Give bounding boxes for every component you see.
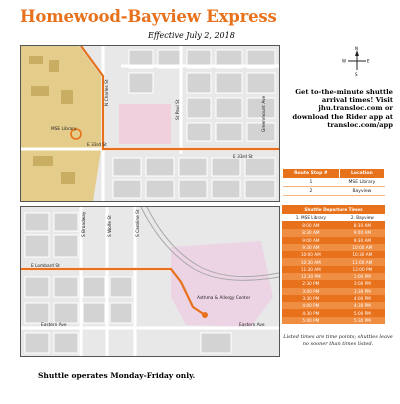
mse-departure-time: 4:00 PM (282, 302, 340, 309)
label-street-b: S Wolfe St (108, 215, 113, 237)
mse-departure-time: 3:30 PM (282, 295, 340, 302)
map-bayview[interactable] (20, 206, 280, 357)
compass-n: N (355, 46, 358, 51)
compass-e: E (367, 58, 370, 64)
bayview-departure-time: 12:00 PM (340, 266, 385, 273)
bayview-departure-time: 4:00 PM (340, 295, 385, 302)
mse-departure-time: 11:30 AM (282, 266, 340, 273)
bayview-departure-time: 10:00 AM (340, 244, 385, 251)
stop-location: Bayview (339, 187, 384, 195)
bayview-departure-time: 5:00 PM (340, 309, 385, 316)
mse-departure-time: 8:00 AM (282, 222, 340, 230)
bayview-departure-time: 9:30 AM (340, 237, 385, 244)
label-st-paul: St Paul St (176, 99, 181, 120)
bayview-departure-time: 10:30 AM (340, 251, 385, 258)
table-row (283, 179, 385, 187)
table-row (282, 237, 385, 244)
effective-date: Effective July 2, 2018 (148, 31, 235, 40)
table-row (282, 229, 385, 236)
table-row (282, 317, 385, 324)
stop-number: 2 (283, 187, 340, 195)
mse-departure-time: 9:00 AM (282, 237, 340, 244)
compass-w: W (342, 58, 346, 64)
page-title: Homewood-Bayview Express (20, 7, 277, 26)
location-col-header: Location (339, 169, 384, 179)
library-label: MSE Library (51, 127, 77, 132)
label-asthma-center: Asthma & Allergy Center (197, 296, 251, 301)
table-row (282, 309, 385, 316)
bayview-departure-time: 8:30 AM (340, 222, 385, 230)
map-homewood[interactable] (20, 45, 280, 202)
tracking-promo: Get to-the-minute shuttle arrival times! Visit jhu.transloc.com or download the Rider app at transloc.com/app (292, 88, 393, 129)
col-bayview: 2. Bayview (340, 214, 385, 222)
map-bayview-canvas (21, 207, 279, 356)
mse-departure-time: 10:00 AM (282, 251, 340, 258)
table-row (282, 266, 385, 273)
label-eastern: Eastern Ave (41, 323, 67, 328)
mse-departure-time: 5:00 PM (282, 317, 340, 324)
bayview-campus-area (171, 241, 273, 327)
bayview-departure-time: 1:00 PM (340, 273, 385, 280)
label-street-a: S Broadway (82, 211, 87, 237)
bayview-stop-marker (202, 312, 208, 318)
table-row (282, 222, 385, 230)
table-row (283, 187, 385, 195)
bayview-departure-time: 3:00 PM (340, 280, 385, 287)
compass-icon (342, 46, 372, 76)
table-row (282, 244, 385, 251)
departure-times-table (282, 205, 385, 324)
table-row (282, 280, 385, 287)
label-lombard: E Lombard St (31, 264, 60, 269)
label-eastern-east: Eastern Ave (239, 323, 265, 328)
col-mse-library: 1. MSE Library (282, 214, 340, 222)
label-e-33rd-east: E 33rd St (233, 155, 253, 160)
bayview-departure-time: 9:00 AM (340, 229, 385, 236)
mse-departure-time: 12:30 PM (282, 273, 340, 280)
route-stop-table (282, 168, 385, 196)
label-e-33rd: E 33rd St (87, 143, 107, 148)
stop-location: MSE Library (339, 179, 384, 187)
district-area (119, 104, 171, 144)
bayview-departure-time: 11:00 AM (340, 258, 385, 265)
stop-number: 1 (283, 179, 340, 187)
mse-departure-time: 8:30 AM (282, 229, 340, 236)
table-row (282, 251, 385, 258)
stop-col-header: Route Stop # (283, 169, 340, 179)
map-homewood-canvas (21, 46, 279, 201)
mse-departure-time: 4:30 PM (282, 309, 340, 316)
table-row (282, 302, 385, 309)
table-row (282, 258, 385, 265)
mse-departure-time: 9:30 AM (282, 244, 340, 251)
label-street-c: S Caroline St (136, 209, 141, 237)
times-table-title: Shuttle Departure Times (282, 205, 385, 214)
label-charles: N Charles St (105, 79, 110, 106)
compass-s: S (355, 72, 358, 76)
table-row (282, 295, 385, 302)
times-body (282, 222, 385, 324)
bayview-departure-time: 4:30 PM (340, 302, 385, 309)
mse-departure-time: 10:30 AM (282, 258, 340, 265)
label-greenmount: Greenmount Ave (262, 95, 267, 132)
table-row (282, 288, 385, 295)
table-row (282, 273, 385, 280)
time-point-note: Listed times are time points; shuttles leave no sooner than times listed. (283, 334, 393, 347)
bayview-departure-time: 5:30 PM (340, 317, 385, 324)
mse-departure-time: 2:30 PM (282, 280, 340, 287)
operating-days: Shuttle operates Monday-Friday only. (38, 371, 196, 380)
bayview-departure-time: 3:30 PM (340, 288, 385, 295)
mse-departure-time: 3:00 PM (282, 288, 340, 295)
